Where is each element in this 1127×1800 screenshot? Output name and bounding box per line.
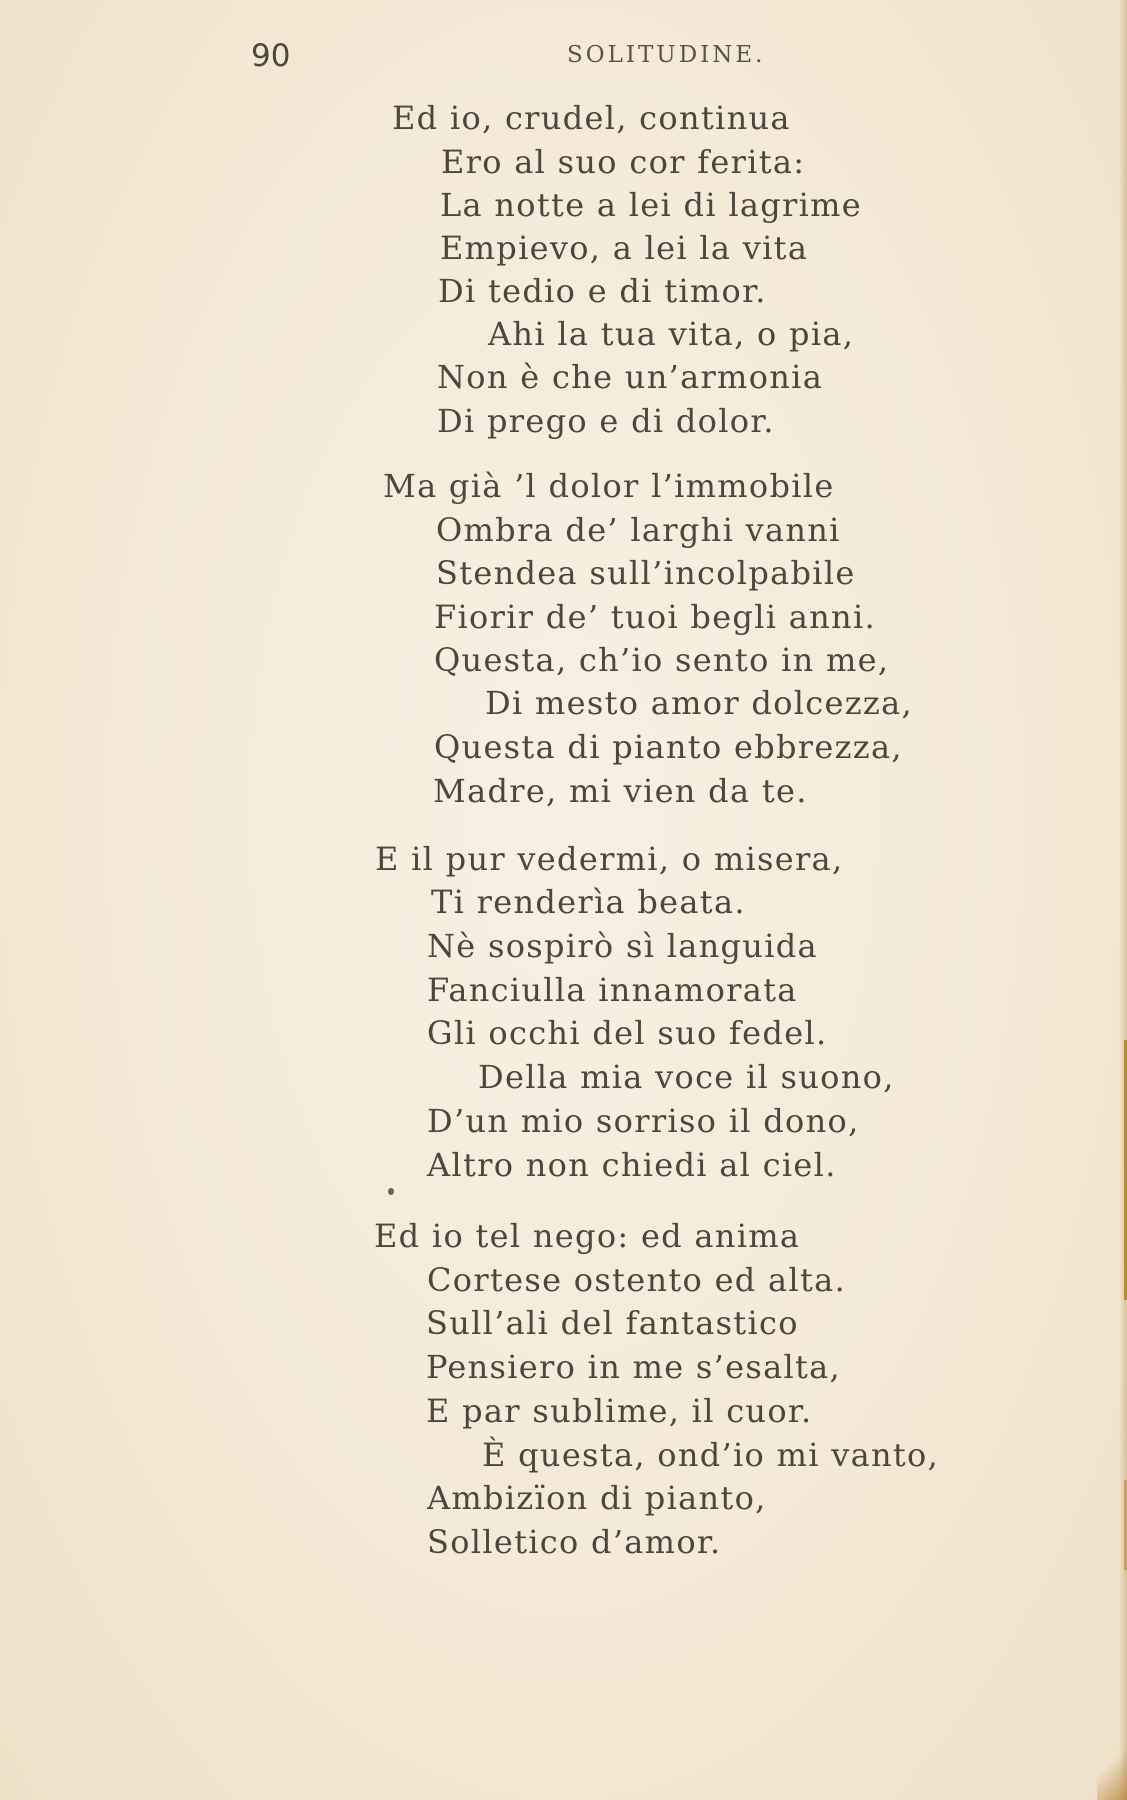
poem-line: Questa, ch’io sento in me, xyxy=(434,641,890,679)
poem-line: Ti renderìa beata. xyxy=(431,883,746,921)
poem-line: Di prego e di dolor. xyxy=(437,402,775,440)
poem-line: Questa di pianto ebbrezza, xyxy=(434,728,903,766)
poem-line: Pensiero in me s’esalta, xyxy=(426,1348,842,1386)
poem-line: Sull’ali del fantastico xyxy=(426,1304,799,1342)
page-number: 90 xyxy=(251,38,291,74)
poem-line: Non è che un’armonia xyxy=(437,358,824,396)
poem-line: Ed io tel nego: ed anima xyxy=(374,1217,801,1255)
poem-line: Ero al suo cor ferita: xyxy=(441,143,806,181)
poem-line: Di tedio e di timor. xyxy=(438,272,767,310)
poem-line: Ahi la tua vita, o pia, xyxy=(488,315,855,353)
poem-line: Gli occhi del suo fedel. xyxy=(427,1014,828,1052)
poem-line: La notte a lei di lagrime xyxy=(440,186,863,224)
poem-line: È questa, ond’io mi vanto, xyxy=(482,1436,940,1474)
poem-line: D’un mio sorriso il dono, xyxy=(427,1102,860,1140)
ink-speck xyxy=(388,1188,394,1195)
poem-line: Solletico d’amor. xyxy=(427,1523,722,1561)
poem-line: Ed io, crudel, continua xyxy=(392,99,791,137)
poem-line: E par sublime, il cuor. xyxy=(426,1392,813,1430)
poem-line: Empievo, a lei la vita xyxy=(440,229,809,267)
poem-line: Della mia voce il suono, xyxy=(478,1058,895,1096)
poem-line: Nè sospirò sì languida xyxy=(427,927,818,965)
poem-line: Fiorir de’ tuoi begli anni. xyxy=(434,598,876,636)
poem-line: Ma già ’l dolor l’immobile xyxy=(383,467,835,505)
poem-line: Di mesto amor dolcezza, xyxy=(485,684,913,722)
poem-line: Stendea sull’incolpabile xyxy=(436,554,856,592)
page-corner-shadow xyxy=(1097,1740,1127,1800)
poem-line: Madre, mi vien da te. xyxy=(433,772,808,810)
page-header xyxy=(0,38,1127,78)
poem-line: E il pur vedermi, o misera, xyxy=(375,840,844,878)
poem-line: Fanciulla innamorata xyxy=(427,971,798,1009)
poem-line: Ombra de’ larghi vanni xyxy=(436,511,841,549)
poem-line: Altro non chiedi al ciel. xyxy=(427,1146,837,1184)
poem-line: Cortese ostento ed alta. xyxy=(427,1261,846,1299)
running-head: SOLITUDINE. xyxy=(567,42,766,68)
poem-line: Ambizïon di pianto, xyxy=(427,1479,767,1517)
